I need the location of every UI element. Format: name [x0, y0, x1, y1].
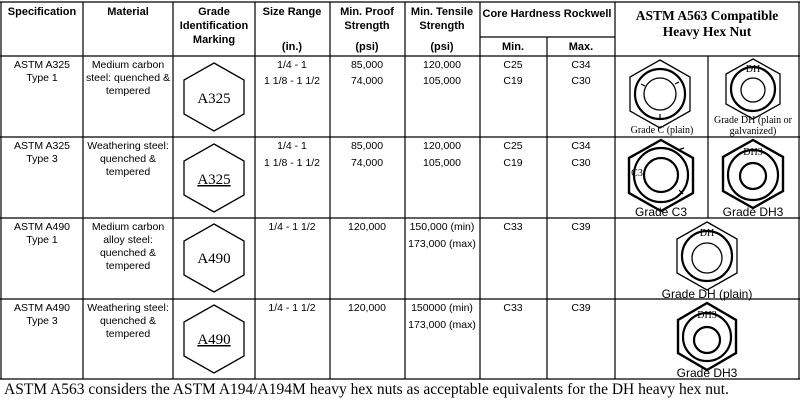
spec-type: Type 1: [26, 72, 58, 84]
footnote: ASTM A563 considers the ASTM A194/A194M heavy hex nuts as acceptable equivalents for the DH heavy hex nut.: [4, 381, 729, 398]
nut-stamp: DH: [745, 64, 761, 75]
bolt-grade-marking: A490: [197, 332, 231, 348]
table-row-a490-type3: [14, 302, 738, 380]
tensile-strength: 173,000 (max): [408, 238, 476, 250]
size-range: 1/4 - 1 1/2: [268, 302, 316, 314]
header-proof-line2: Strength: [344, 20, 390, 32]
header-proof-unit: (psi): [355, 41, 379, 53]
nut-stamp: DH3: [697, 310, 717, 321]
hardness-max: C34: [571, 59, 591, 71]
material-line: quenched &: [99, 247, 157, 259]
nut-grade-label: galvanized): [729, 126, 777, 137]
hardness-min: C25: [503, 59, 523, 71]
hardness-min: C25: [503, 140, 523, 152]
size-range: 1/4 - 1: [277, 59, 307, 71]
tensile-strength: 105,000: [423, 75, 461, 87]
header-core-min: Min.: [502, 41, 524, 53]
material-line: Medium carbon: [91, 59, 165, 71]
header-proof-line1: Min. Proof: [340, 6, 394, 18]
proof-strength: 120,000: [348, 221, 386, 233]
proof-strength: 74,000: [350, 157, 384, 169]
material-line: tempered: [105, 166, 151, 178]
table-row-a325-type3: [14, 140, 784, 219]
header-tensile-line1: Min. Tensile: [410, 6, 474, 18]
header-size-range: Size Range: [262, 6, 322, 18]
tensile-strength: 150,000 (min): [409, 221, 475, 233]
proof-strength: 85,000: [350, 59, 384, 71]
table-header: [8, 6, 778, 53]
header-grade-marking-line2: Identification: [179, 20, 249, 32]
hardness-max: C39: [571, 302, 591, 314]
proof-strength: 74,000: [350, 75, 384, 87]
hardness-min: C33: [503, 302, 523, 314]
table-row-a325-type1: [14, 59, 793, 137]
material-line: quenched &: [99, 315, 157, 327]
material-line: tempered: [105, 328, 151, 340]
spec-name: ASTM A490: [13, 221, 71, 233]
nut-stamp: DH: [699, 228, 715, 239]
nut-grade-label: Grade DH (plain): [661, 287, 753, 301]
header-tensile-line2: Strength: [419, 20, 465, 32]
hardness-max: C30: [571, 75, 591, 87]
bolt-grade-marking: A325: [197, 172, 231, 188]
material-line: steel: quenched &: [85, 72, 171, 84]
material-line: Medium carbon: [91, 221, 165, 233]
tensile-strength: 120,000: [423, 140, 461, 152]
spec-type: Type 1: [26, 234, 58, 246]
hardness-max: C39: [571, 221, 591, 233]
header-specification: Specification: [7, 6, 77, 18]
material-line: alloy steel:: [103, 234, 153, 246]
material-line: Weathering steel:: [87, 302, 169, 314]
spec-type: Type 3: [26, 315, 58, 327]
hardness-min: C19: [503, 75, 523, 87]
material-line: Weathering steel:: [87, 140, 169, 152]
material-line: quenched &: [99, 153, 157, 165]
nut-grade-label: Grade C3: [634, 205, 688, 219]
spec-name: ASTM A325: [13, 59, 71, 71]
header-nut-line2: Heavy Hex Nut: [662, 24, 752, 39]
tensile-strength: 173,000 (max): [408, 319, 476, 331]
nut-stamp: DH3: [743, 147, 763, 158]
hex-nut-grade-c-icon: [630, 60, 690, 128]
header-core-max: Max.: [568, 41, 594, 53]
header-material: Material: [107, 6, 149, 18]
bolt-grade-marking: A490: [197, 251, 231, 267]
header-grade-marking-line3: Marking: [192, 34, 236, 46]
size-range: 1/4 - 1: [277, 140, 307, 152]
header-core-hardness: Core Hardness Rockwell: [482, 8, 612, 20]
material-line: tempered: [105, 260, 151, 272]
spec-name: ASTM A325: [13, 140, 71, 152]
size-range: 1 1/8 - 1 1/2: [263, 157, 321, 169]
nut-grade-label: Grade DH3: [676, 366, 738, 380]
bolt-grade-marking: A325: [197, 91, 231, 107]
hardness-min: C33: [503, 221, 523, 233]
size-range: 1 1/8 - 1 1/2: [263, 75, 321, 87]
header-tensile-unit: (psi): [430, 41, 454, 53]
header-size-unit: (in.): [281, 41, 303, 53]
size-range: 1/4 - 1 1/2: [268, 221, 316, 233]
spec-type: Type 3: [26, 153, 58, 165]
table-row-a490-type1: [14, 221, 752, 301]
nut-grade-label: Grade DH3: [722, 205, 784, 219]
hardness-min: C19: [503, 157, 523, 169]
header-grade-marking-line1: Grade: [198, 6, 230, 18]
nut-stamp: C3: [631, 168, 643, 179]
hardness-max: C30: [571, 157, 591, 169]
spec-name: ASTM A490: [13, 302, 71, 314]
nut-grade-label: Grade DH (plain or: [713, 115, 793, 126]
tensile-strength: 150000 (min): [411, 302, 473, 314]
hardness-max: C34: [571, 140, 591, 152]
nut-grade-label: Grade C (plain): [630, 125, 694, 136]
tensile-strength: 120,000: [423, 59, 461, 71]
material-line: tempered: [105, 85, 151, 97]
header-nut-line1: ASTM A563 Compatible: [635, 8, 779, 23]
proof-strength: 120,000: [348, 302, 386, 314]
proof-strength: 85,000: [350, 140, 384, 152]
tensile-strength: 105,000: [423, 157, 461, 169]
